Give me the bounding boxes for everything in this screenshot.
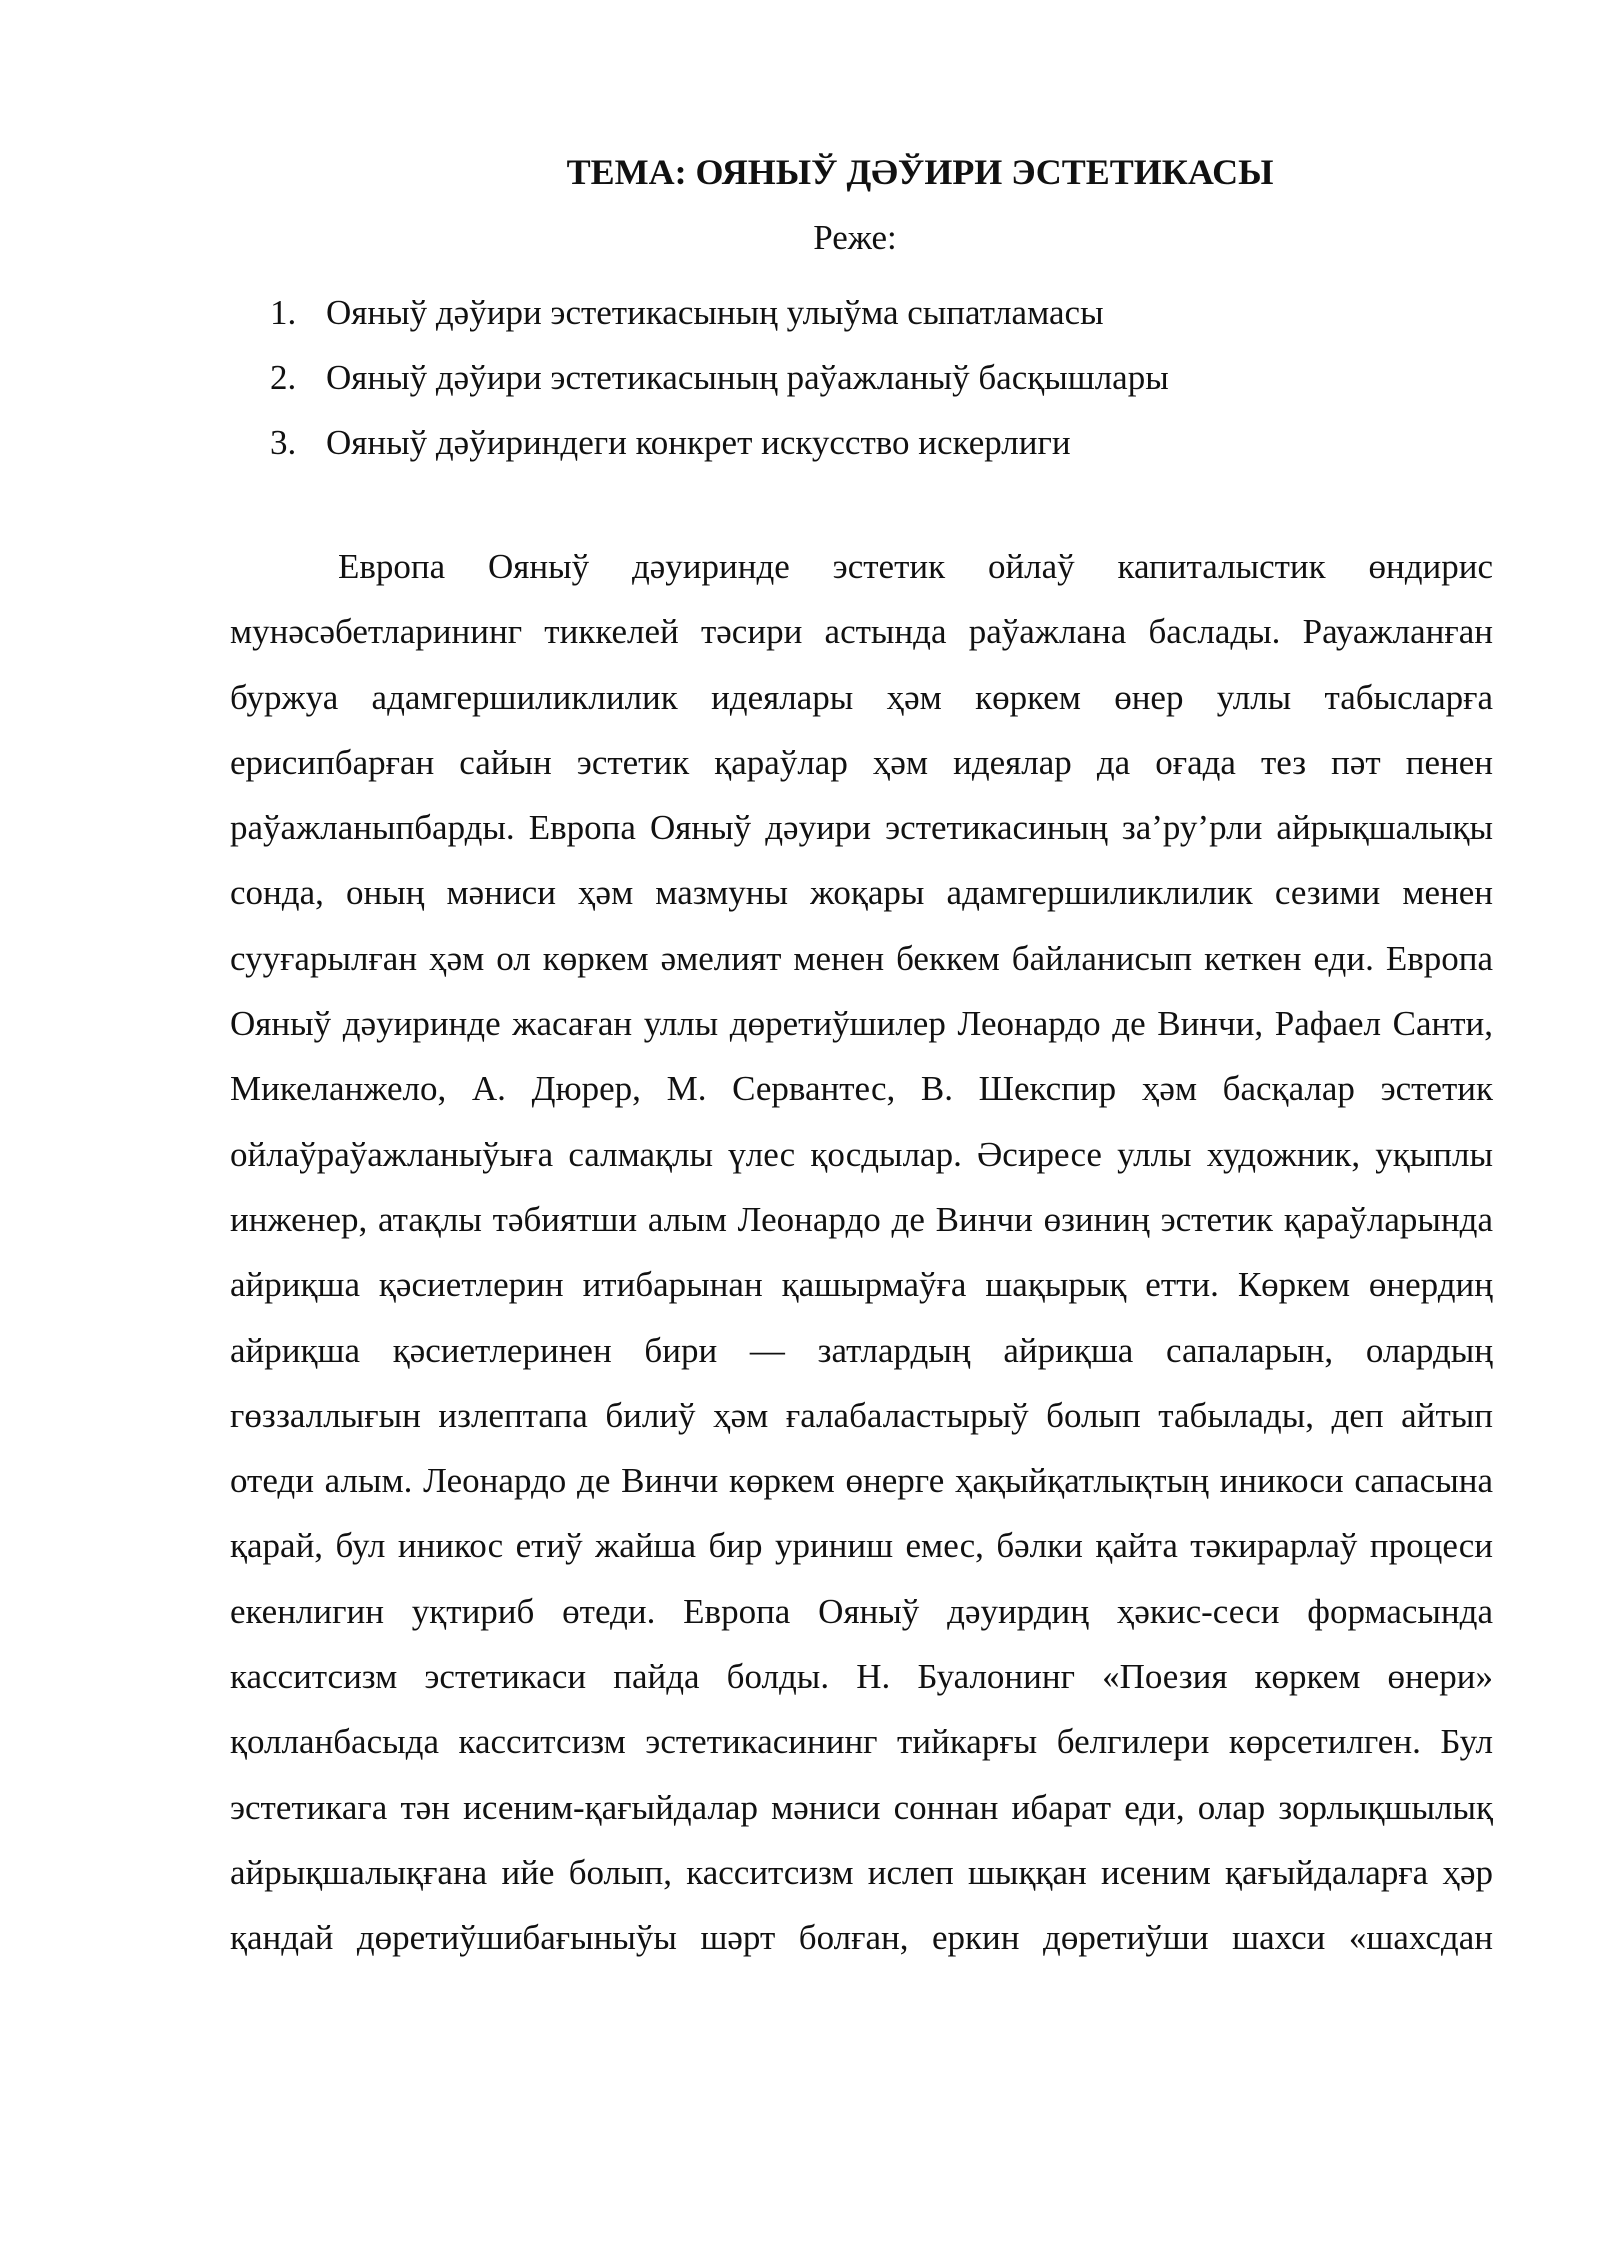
plan-item-text: Ояныў дәўири эстетикасының улыўма сыпатламасы — [326, 293, 1104, 332]
body-paragraph: Европа Ояныў дәуиринде эстетик ойлаў капиталыстик өндирис мунәсәбетларининг тиккелей тәсири астында раўажлана баслады. Рауажланған буржуа адамгершиликлилик идеялары ҳәм көркем өнер уллы табысларға ерисипбарған сайын эстетик қараўлар ҳәм идеялар да оғада тез пәт пенен раўажланыпбарды. Европа Ояныў дәуири эстетикасиның за’ру’рли айрықшалықы сонда, оның мәниси ҳәм мазмуны жоқары адамгершиликлилик сезими менен сууғарылған ҳәм ол көркем әмелият менен беккем байланисып кеткен еди. Европа Ояныў дәуиринде жасаған уллы дөретиўшилер Леонардо де Винчи, Рафаел Санти, Микеланжело, А. Дюрер, М. Сервантес, В. Шекспир ҳәм басқалар эстетик ойлаўраўажланыўыға салмақлы үлес қосдылар. Әсиресе уллы художник, уқыплы инженер, атақлы тәбиятши алым Леонардо де Винчи өзиниң эстетик қараўларында айриқша қәсиетлерин итибарынан қашырмаўға шақырық етти. Көркем өнердиң айриқша қәсиетлеринен бири — затлардың айриқша сапаларын, олардың гөззаллығын излептапа билиў ҳәм ғалабаластырыў болып табылады, деп айтып отеди алым. Леонардо де Винчи көркем өнерге ҳақыйқатлықтың иникоси сапасына қарай, бул иникос етиў жайша бир уриниш емес, бәлки қайта тәкирарлаў процеси екенлигин уқтириб өтеди. Европа Ояныў дәуирдиң ҳәкис-сеси формасында касситсизм эстетикаси пайда болды. Н. Буалонинг «Поезия көркем өнери» қолланбасыда касситсизм эстетикасининг тийкарғы белгилери көрсетилген. Бул эстетикага тән исеним-қағыйдалар мәниси соннан ибарат еди, олар зорлықшылық айрықшалықғана ийе болып, касситсизм ислеп шыққан исеним қағыйдаларға ҳәр қандай дөретиўшибағыныўы шәрт болған, еркин дөретиўши шахси «шахсдан — [230, 547, 1493, 1958]
plan-item-number: 2. — [270, 358, 297, 397]
plan-item — [270, 410, 1169, 475]
plan-item-number: 1. — [270, 293, 297, 332]
plan-item-text: Ояныў дәўири эстетикасының раўажланыў басқышлары — [326, 358, 1169, 397]
document-title: ТЕМА: ОЯНЫЎ ДӘЎИРИ ЭСТЕТИКАСЫ — [566, 152, 1274, 192]
plan-item — [270, 280, 1169, 345]
plan-list — [270, 280, 1169, 475]
plan-item — [270, 345, 1169, 410]
plan-item-number: 3. — [270, 423, 297, 462]
plan-heading: Реже: — [813, 218, 897, 257]
plan-item-text: Ояныў дәўириндеги конкрет искусство искерлиги — [326, 423, 1071, 462]
